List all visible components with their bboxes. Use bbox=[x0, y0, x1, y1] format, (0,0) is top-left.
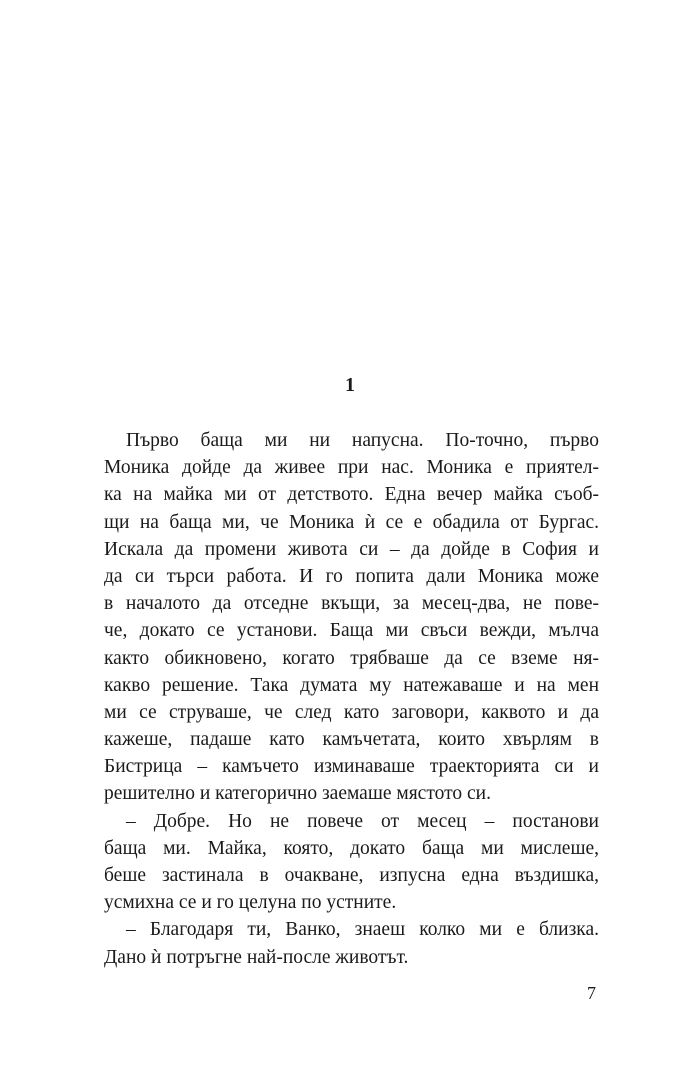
text-line: баща ми. Майка, която, докато баща ми мислеше, bbox=[104, 837, 599, 859]
text-line: в началото да отседне вкъщи, за месец-два, не пове- bbox=[104, 593, 599, 615]
text-line: какво решение. Така думата му натежаваше и на мен bbox=[104, 674, 599, 696]
paragraph bbox=[104, 916, 599, 970]
text-line: ка на майка ми от детството. Една вечер майка съоб- bbox=[104, 484, 599, 506]
text-line: беше застинала в очакване, изпусна една въздишка, bbox=[104, 865, 599, 886]
paragraph bbox=[104, 427, 599, 808]
text-line: – Благодаря ти, Ванко, знаеш колко ми е близка. bbox=[126, 919, 599, 941]
paragraph bbox=[104, 808, 599, 917]
text-line: както обикновено, когато трябваше да се вземе ня- bbox=[104, 647, 599, 669]
page-number: 7 bbox=[587, 983, 596, 1003]
chapter-number: 1 bbox=[345, 374, 355, 396]
text-line: че, докато се установи. Баща ми свъси вежди, мълча bbox=[104, 620, 599, 642]
text-line: Първо баща ми ни напусна. По-точно, първо bbox=[126, 430, 599, 451]
text-line: кажеше, падаше като камъчетата, които хвърлям в bbox=[104, 729, 599, 751]
text-line: – Добре. Но не повече от месец – постанови bbox=[126, 810, 599, 832]
text-line: Дано ѝ потръгне най-после животът. bbox=[104, 946, 409, 968]
text-line: Моника дойде да живее при нас. Моника е приятел- bbox=[104, 457, 599, 479]
text-line: Искала да промени живота си – да дойде в София и bbox=[104, 538, 599, 560]
text-line: да си търси работа. И го попита дали Моника може bbox=[104, 565, 599, 587]
text-line: решително и категорично заемаше мястото си. bbox=[104, 783, 491, 805]
body-text bbox=[104, 427, 599, 971]
text-line: усмихна се и го целуна по устните. bbox=[104, 892, 397, 914]
text-line: щи на баща ми, че Моника ѝ се е обадила от Бургас. bbox=[104, 511, 599, 533]
text-line: ми се струваше, че след като заговори, каквото и да bbox=[104, 701, 599, 723]
text-line: Бистрица – камъчето изминаваше траекторията си и bbox=[104, 756, 599, 778]
